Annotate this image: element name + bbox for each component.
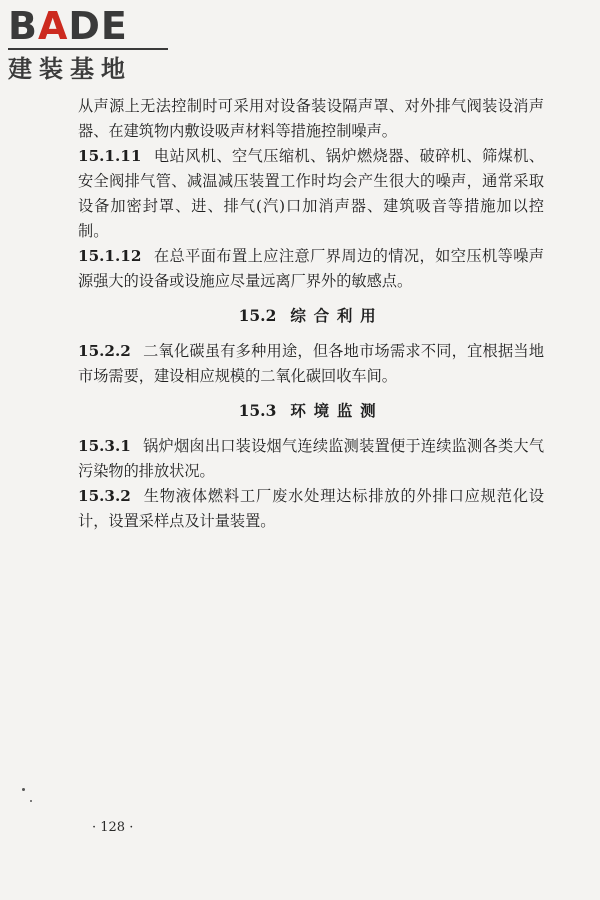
document-body [78,94,544,534]
scan-speck [30,800,32,802]
paragraph-continued: 从声源上无法控制时可采用对设备装设隔声罩、对外排气阀装设消声器、在建筑物内敷设吸声材料等措施控制噪声。 [78,97,544,140]
clause-15-2-2 [78,339,544,389]
section-number: 15.2 [238,306,277,325]
page-number: · 128 · [92,820,134,835]
clause-15-1-11 [78,144,544,244]
section-title: 综合利用 [290,306,384,325]
logo-accent-letter: A [37,4,69,48]
clause-number: 15.1.11 [78,147,142,165]
clause-text: 锅炉烟囱出口装设烟气连续监测装置便于连续监测各类大气污染物的排放状况。 [78,437,544,480]
clause-number: 15.3.1 [78,437,131,455]
logo-chinese-name: 建装基地 [8,55,132,83]
clause-15-3-2 [78,484,544,534]
logo-wordmark: BADE [8,4,128,48]
clause-text: 在总平面布置上应注意厂界周边的情况，如空压机等噪声源强大的设备或设施应尽量远离厂界外的敏感点。 [78,247,544,290]
section-title: 环境监测 [290,401,384,420]
clause-15-1-12 [78,244,544,294]
clause-15-3-1 [78,434,544,484]
clause-number: 15.1.12 [78,247,142,265]
section-number: 15.3 [238,401,277,420]
clause-text: 电站风机、空气压缩机、锅炉燃烧器、破碎机、筛煤机、安全阀排气管、减温减压装置工作时均会产生很大的噪声，通常采取设备加密封罩、进、排气(汽)口加消声器、建筑吸音等措施加以控制。 [78,147,544,240]
clause-text: 生物液体燃料工厂废水处理达标排放的外排口应规范化设计，设置采样点及计量装置。 [78,487,544,530]
section-heading-15-3 [78,398,544,423]
brand-logo [8,6,178,83]
logo-divider [8,48,168,50]
clause-number: 15.3.2 [78,487,131,505]
clause-number: 15.2.2 [78,342,131,360]
scan-speck [22,788,25,791]
section-heading-15-2 [78,303,544,328]
clause-text: 二氧化碳虽有多种用途，但各地市场需求不同，宜根据当地市场需要，建设相应规模的二氧化碳回收车间。 [78,342,544,385]
